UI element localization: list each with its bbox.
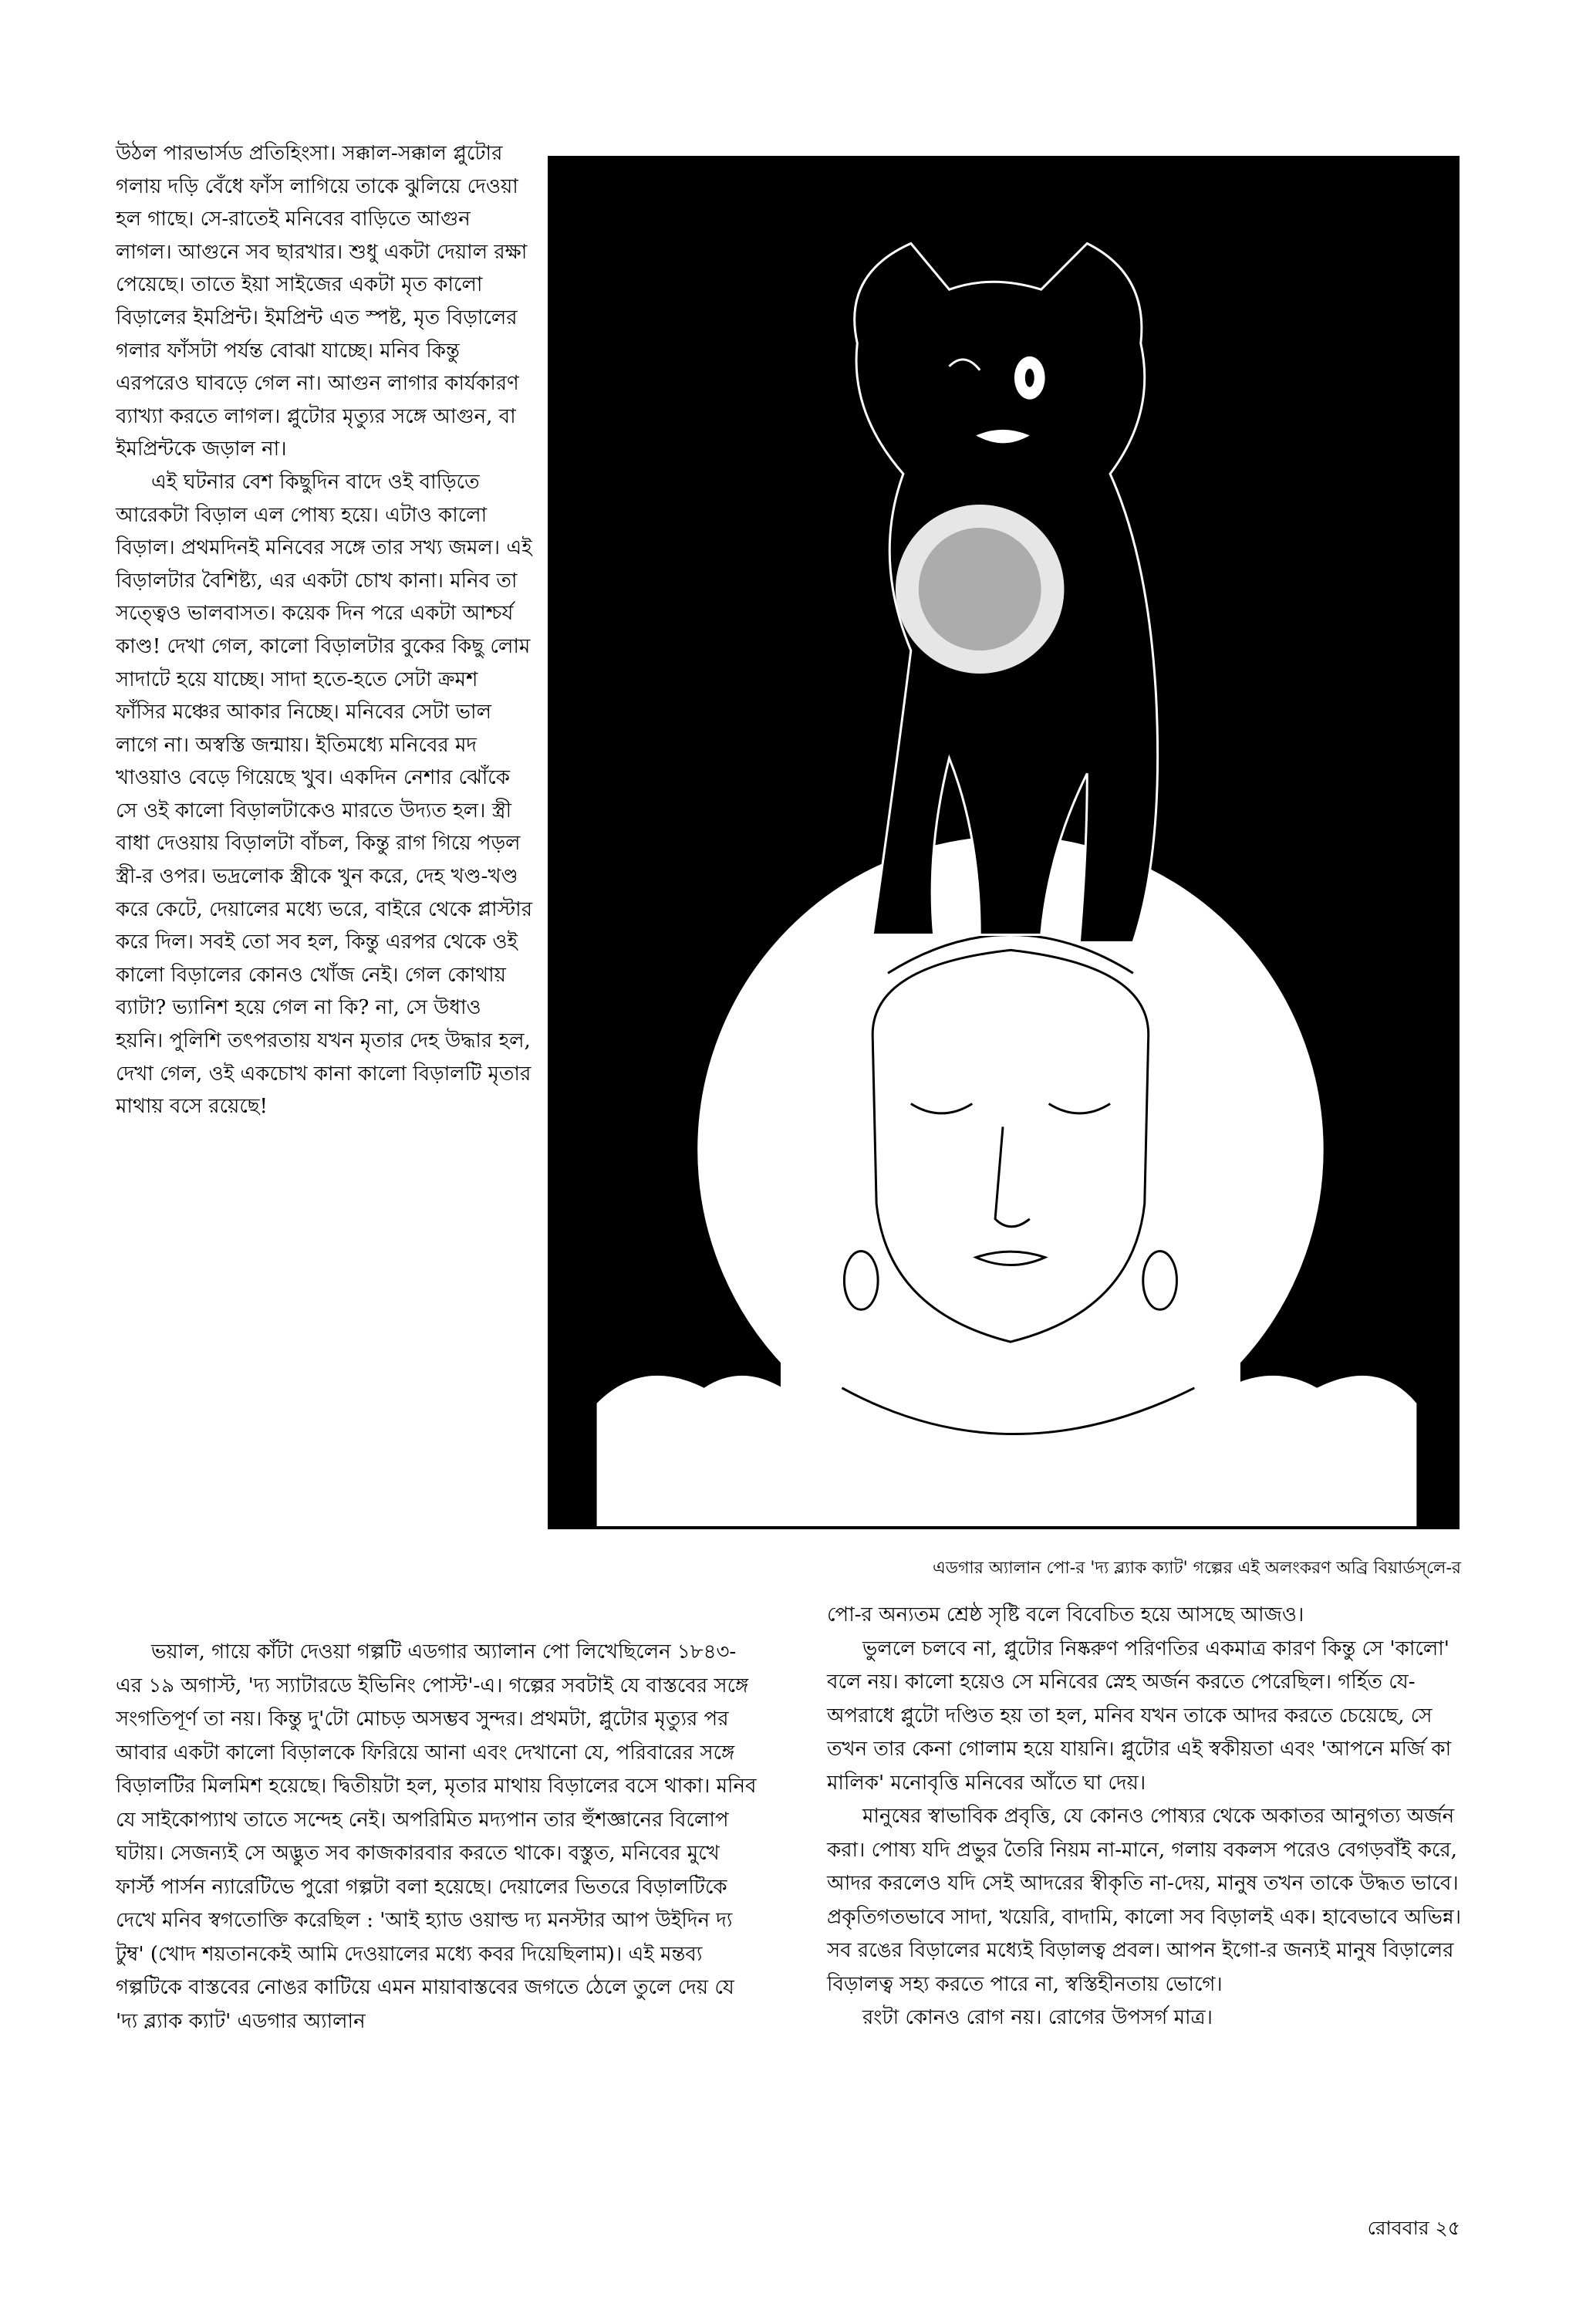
paragraph: ভয়াল, গায়ে কাঁটা দেওয়া গল্পটি এডগার অ্যালান পো লিখেছিলেন ১৮৪৩-এর ১৯ অগাস্ট, 'দ্য স্যাটারডে ইভিনিং পোস্ট'-এ। গল্পের সবটাই যে বাস্তবের সঙ্গে সংগতিপূর্ণ তা নয়। কিন্তু দু'টো মোচড় অসম্ভব সুন্দর। প্রথমটা, প্লুটোর মৃত্যুর পর আবার একটা কালো বিড়ালকে ফিরিয়ে আনা এবং দেখানো যে, পরিবারের সঙ্গে বিড়ালটির মিলমিশ হয়েছে। দ্বিতীয়টা হল, মৃতার মাথায় বিড়ালের বসে থাকা। মনিব যে সাইকোপ্যাথ তাতে সন্দেহ নেই। অপরিমিত মদ্যপান তার হুঁশজ্ঞানের বিলোপ ঘটায়। সেজন্যই সে অদ্ভুত সব কাজকারবার করতে থাকে। বস্তুত, মনিবের মুখে ফার্স্ট পার্সন ন্যারেটিভে পুরো গল্পটা বলা হয়েছে। দেয়ালের ভিতরে বিড়ালটিকে দেখে মনিব স্বগতোক্তি করেছিল : 'আই হ্যাড ওয়াল্ড দ্য মনস্টার আপ উইদিন দ্য টুম্ব' (খোদ শয়তানকেই আমি দেওয়ালের মধ্যে কবর দিয়েছিলাম)। এই মন্তব্য গল্পটিকে বাস্তবের নোঙর কাটিয়ে এমন মায়াবাস্তবের জগতে ঠেলে তুলে দেয় যে 'দ্য ব্ল্যাক ক্যাট' এডগার অ্যালান bbox=[116, 1640, 757, 2033]
paragraph: পো-র অন্যতম শ্রেষ্ঠ সৃষ্টি বলে বিবেচিত হয়ে আসছে আজও। bbox=[827, 1603, 1304, 1626]
black-cat-illustration bbox=[548, 156, 1460, 1529]
paragraph: রংটা কোনও রোগ নয়। রোগের উপসর্গ মাত্র। bbox=[862, 2006, 1213, 2029]
figure-caption: এডগার অ্যালান পো-র 'দ্য ব্ল্যাক ক্যাট' গল্পের এই অলংকরণ অব্রি বিয়ার্ডস্‌লে-র bbox=[933, 1559, 1461, 1578]
left-text-column bbox=[116, 137, 532, 1123]
paragraph: ভুললে চলবে না, প্লুটোর নিষ্করুণ পরিণতির একমাত্র কারণ কিন্তু সে 'কালো' বলে নয়। কালো হয়েও সে মনিবের স্নেহ অর্জন করতে পেরেছিল। গর্হিত যে-অপরাধে প্লুটো দণ্ডিত হয় তা হল, মনিব যখন তাকে আদর করতে চেয়েছে, সে তখন তার কেনা গোলাম হয়ে যায়নি। প্লুটোর এই স্বকীয়তা এবং 'আপনে মর্জি কা মালিক' মনোবৃত্তি মনিবের আঁতে ঘা দেয়। bbox=[827, 1637, 1452, 1795]
illustration-artwork bbox=[551, 159, 1456, 1526]
bottom-right-text-column bbox=[827, 1599, 1467, 2035]
bottom-left-text-column bbox=[116, 1636, 762, 2039]
paragraph: উঠল পারভার্সড প্রতিহিংসা। সক্কাল-সক্কাল প্লুটোর গলায় দড়ি বেঁধে ফাঁস লাগিয়ে তাকে ঝুলিয়ে দেওয়া হল গাছে। সে-রাতেই মনিবের বাড়িতে আগুন লাগল। আগুনে সব ছারখার। শুধু একটা দেয়াল রক্ষা পেয়েছে। তাতে ইয়া সাইজের একটা মৃত কালো বিড়ালের ইমপ্রিন্ট। ইমপ্রিন্ট এত স্পষ্ট, মৃত বিড়ালের গলার ফাঁসটা পর্যন্ত বোঝা যাচ্ছে। মনিব কিন্তু এরপরেও ঘাবড়ে গেল না। আগুন লাগার কার্যকারণ ব্যাখ্যা করতে লাগল। প্লুটোর মৃত্যুর সঙ্গে আগুন, বা ইমপ্রিন্টকে জড়াল না। bbox=[116, 142, 528, 461]
paragraph: মানুষের স্বাভাবিক প্রবৃত্তি, যে কোনও পোষ্যর থেকে অকাতর আনুগত্য অর্জন করা। পোষ্য যদি প্রভুর তৈরি নিয়ম না-মানে, গলায় বকলস পরেও বেগড়বাঁই করে, আদর করলেও যদি সেই আদরের স্বীকৃতি না-দেয়, মানুষ তখন তাকে উদ্ধত ভাবে। প্রকৃতিগতভাবে সাদা, খয়েরি, বাদামি, কালো সব বিড়ালই এক। হাবেভাবে অভিন্ন। সব রঙের বিড়ালের মধ্যেই বিড়ালত্ব প্রবল। আপন ইগো-র জন্যই মানুষ বিড়ালের বিড়ালত্ব সহ্য করতে পারে না, স্বস্তিহীনতায় ভোগে। bbox=[827, 1805, 1462, 1996]
page-folio: রোববার ২৫ bbox=[1367, 2217, 1460, 2239]
paragraph: এই ঘটনার বেশ কিছুদিন বাদে ওই বাড়িতে আরেকটা বিড়াল এল পোষ্য হয়ে। এটাও কালো বিড়াল। প্রথমদিনই মনিবের সঙ্গে তার সখ্য জমল। এই বিড়ালটার বৈশিষ্ট্য, এর একটা চোখ কানা। মনিব তা সত্ত্বেও ভালবাসত। কয়েক দিন পরে একটা আশ্চর্য কাণ্ড! দেখা গেল, কালো বিড়ালটার বুকের কিছু লোম সাদাটে হয়ে যাচ্ছে। সাদা হতে-হতে সেটা ক্রমশ ফাঁসির মঞ্চের আকার নিচ্ছে। মনিবের সেটা ভাল লাগে না। অস্বস্তি জন্মায়। ইতিমধ্যে মনিবের মদ খাওয়াও বেড়ে গিয়েছে খুব। একদিন নেশার ঝোঁকে সে ওই কালো বিড়ালটাকেও মারতে উদ্যত হল। স্ত্রী বাধা দেওয়ায় বিড়ালটা বাঁচল, কিন্তু রাগ গিয়ে পড়ল স্ত্রী-র ওপর। ভদ্রলোক স্ত্রীকে খুন করে, দেহ খণ্ড-খণ্ড করে কেটে, দেয়ালের মধ্যে ভরে, বাইরে থেকে প্লাস্টার করে দিল। সবই তো সব হল, কিন্তু এরপর থেকে ওই কালো বিড়ালের কোনও খোঁজ নেই। গেল কোথায় ব্যাটা? ভ্যানিশ হয়ে গেল না কি? না, সে উধাও হয়নি। পুলিশি তৎপরতায় যখন মৃতার দেহ উদ্ধার হল, দেখা গেল, ওই একচোখ কানা কালো বিড়ালটি মৃতার মাথায় বসে রয়েছে! bbox=[116, 470, 533, 1119]
